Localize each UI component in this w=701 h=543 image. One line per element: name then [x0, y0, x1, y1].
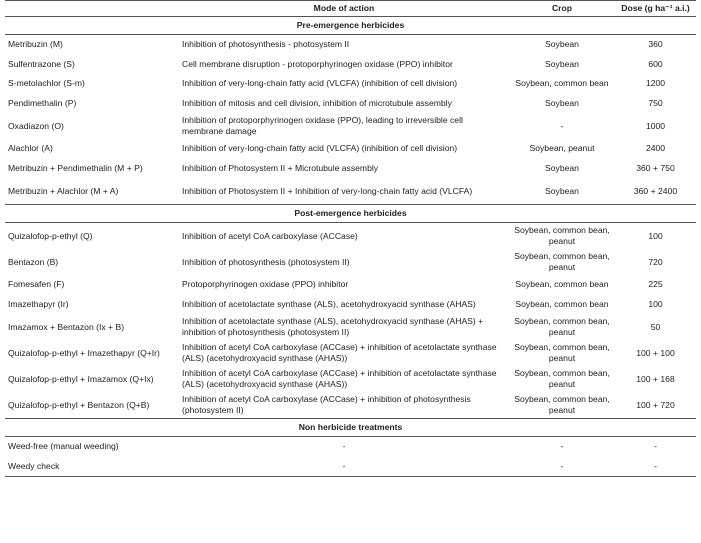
table-row [5, 275, 696, 295]
treatment-cell: Weedy check [5, 457, 179, 477]
mode-cell: Inhibition of acetyl CoA carboxylase (ACCase) + inhibition of photosynthesis (photosystem II) [182, 394, 471, 415]
treatment-cell: Metribuzin + Pendimethalin (M + P) [8, 162, 143, 173]
mode-cell: Protoporphyrinogen oxidase (PPO) inhibitor [182, 279, 349, 290]
crop-cell: Soybean [545, 97, 579, 108]
crop-cell: Soybean, common bean, peanut [514, 251, 610, 272]
table-row [5, 94, 696, 114]
crop-cell: Soybean [545, 162, 579, 173]
dose-cell: 600 [648, 58, 663, 69]
dose-cell: 100 + 100 [636, 347, 675, 358]
crop-cell: - [560, 441, 564, 452]
table-row [5, 223, 696, 250]
table-row [5, 55, 696, 75]
table-row [5, 392, 696, 419]
treatment-cell: Pendimethalin (P) [8, 97, 77, 108]
header-crop: Crop [509, 1, 615, 17]
treatment-cell: Bentazon (B) [8, 256, 59, 267]
table-row [5, 340, 696, 366]
dose-cell: - [615, 457, 696, 477]
header-dose: Dose (g ha⁻¹ a.i.) [615, 1, 696, 17]
dose-cell: 360 [648, 39, 663, 50]
table-row [5, 74, 696, 94]
section-title: Post-emergence herbicides [5, 205, 696, 223]
treatment-cell: Sulfentrazone (S) [8, 58, 75, 69]
mode-cell: Inhibition of mitosis and cell division, inhibition of microtubule assembly [182, 97, 452, 108]
section-header-row [5, 205, 696, 223]
section-header-row [5, 419, 696, 437]
mode-cell: Inhibition of photosynthesis - photosystem II [182, 39, 350, 50]
treatment-cell: Imazethapyr (Ir) [8, 298, 69, 309]
treatment-cell: Alachlor (A) [8, 143, 53, 154]
dose-cell: 100 [648, 298, 663, 309]
dose-cell: 1000 [645, 120, 666, 131]
header-treatment [5, 1, 179, 17]
table-row [5, 249, 696, 275]
mode-cell: Inhibition of protoporphyrinogen oxidase (PPO), leading to irreversible cell membrane damage [182, 115, 463, 136]
treatment-cell: Quizalofop-p-ethyl + Imazethapyr (Q+Ir) [8, 347, 160, 358]
crop-cell: Soybean, common bean [515, 298, 609, 309]
table-row [5, 314, 696, 340]
table-row [5, 159, 696, 179]
crop-cell: Soybean, common bean [515, 78, 609, 89]
treatment-cell: Quizalofop-p-ethyl (Q) [8, 230, 93, 241]
table-row [5, 113, 696, 139]
treatment-cell: Fomesafen (F) [8, 279, 65, 290]
crop-cell: - [560, 120, 564, 131]
mode-cell: - [179, 457, 509, 477]
table-row [5, 437, 696, 457]
dose-cell: 100 [648, 230, 663, 241]
crop-cell: Soybean, common bean, peanut [514, 342, 610, 363]
crop-cell: Soybean, common bean [515, 279, 609, 290]
table-row [5, 457, 696, 477]
section-header-row [5, 17, 696, 35]
table-header-row [5, 1, 696, 17]
dose-cell: 100 + 720 [636, 399, 675, 410]
section-title: Non herbicide treatments [5, 419, 696, 437]
crop-cell: Soybean, common bean, peanut [514, 368, 610, 389]
treatment-cell: Quizalofop-p-ethyl + Bentazon (Q+B) [8, 399, 150, 410]
herbicide-treatments-table [5, 0, 696, 477]
mode-cell: Inhibition of acetolactate synthase (ALS), acetohydroxyacid synthase (AHAS) [182, 298, 476, 309]
treatment-cell: Oxadiazon (O) [8, 120, 64, 131]
mode-cell: Inhibition of very-long-chain fatty acid (VLCFA) (inhibition of cell division) [182, 143, 458, 154]
dose-cell: 225 [648, 279, 663, 290]
mode-cell: Inhibition of Photosystem II + Inhibition of very-long-chain fatty acid (VLCFA) [182, 185, 473, 196]
dose-cell: - [654, 441, 657, 452]
crop-cell: - [509, 457, 615, 477]
dose-cell: 50 [650, 321, 661, 332]
mode-cell: Inhibition of acetyl CoA carboxylase (ACCase) + inhibition of acetolactate synthase (ALS) (acetohydroxyacid synthase (AHAS)) [182, 368, 497, 389]
crop-cell: Soybean [545, 58, 579, 69]
section-title: Pre-emergence herbicides [5, 17, 696, 35]
mode-cell: Inhibition of acetyl CoA carboxylase (ACCase) [182, 230, 358, 241]
treatment-cell: S-metolachlor (S-m) [8, 78, 85, 89]
dose-cell: 2400 [645, 143, 666, 154]
crop-cell: Soybean, common bean, peanut [514, 225, 610, 246]
crop-cell: Soybean, common bean, peanut [514, 394, 610, 415]
crop-cell: Soybean [545, 39, 579, 50]
header-mode-of-action: Mode of action [179, 1, 509, 17]
treatment-cell: Metribuzin + Alachlor (M + A) [8, 185, 119, 196]
table-row [5, 366, 696, 392]
mode-cell: Inhibition of Photosystem II + Microtubule assembly [182, 162, 379, 173]
crop-cell: Soybean, common bean, peanut [514, 316, 610, 337]
mode-cell: - [342, 441, 346, 452]
dose-cell: 360 + 2400 [633, 185, 678, 196]
dose-cell: 750 [648, 97, 663, 108]
dose-cell: 1200 [645, 78, 666, 89]
dose-cell: 100 + 168 [636, 373, 675, 384]
mode-cell: Inhibition of acetyl CoA carboxylase (ACCase) + inhibition of acetolactate synthase (ALS) (acetohydroxyacid synthase (AHAS)) [182, 342, 497, 363]
mode-cell: Inhibition of very-long-chain fatty acid (VLCFA) (inhibition of cell division) [182, 78, 458, 89]
crop-cell: Soybean [545, 185, 579, 196]
dose-cell: 360 + 750 [636, 162, 675, 173]
treatment-cell: Imazamox + Bentazon (Ix + B) [8, 321, 125, 332]
table-row [5, 35, 696, 55]
table-row [5, 295, 696, 315]
mode-cell: Inhibition of photosynthesis (photosystem II) [182, 256, 350, 267]
table-row [5, 139, 696, 159]
mode-cell: Cell membrane disruption - protoporphyrinogen oxidase (PPO) inhibitor [182, 58, 453, 69]
treatment-cell: Metribuzin (M) [8, 39, 63, 50]
dose-cell: 720 [648, 256, 663, 267]
mode-cell: Inhibition of acetolactate synthase (ALS), acetohydroxyacid synthase (AHAS) + inhibition of photosynthesis (photosystem II) [182, 316, 484, 337]
treatment-cell: Quizalofop-p-ethyl + Imazamox (Q+Ix) [8, 373, 154, 384]
crop-cell: Soybean, peanut [529, 143, 595, 154]
treatment-cell: Weed-free (manual weeding) [8, 441, 119, 452]
table-row [5, 178, 696, 205]
